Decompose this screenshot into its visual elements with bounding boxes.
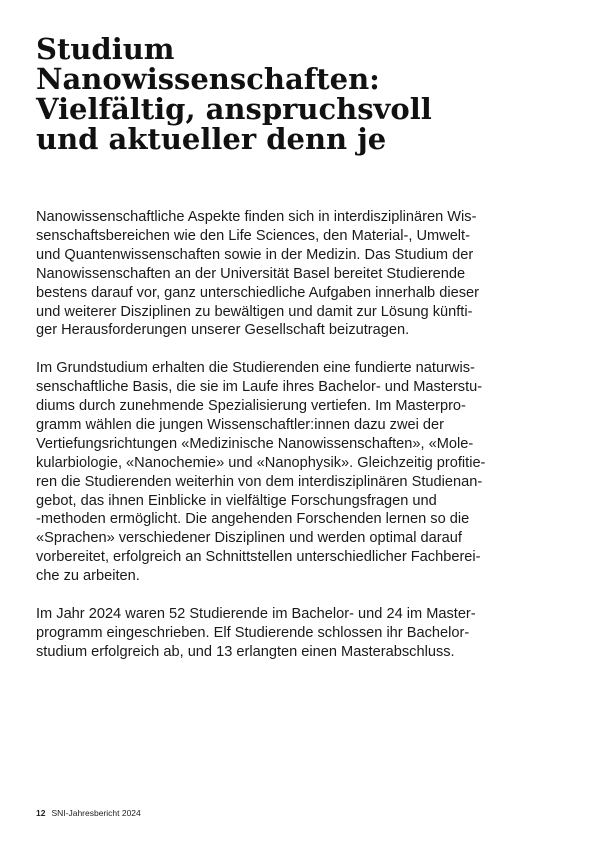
page-number: 12: [36, 808, 46, 818]
text-line: diums durch zunehmende Spezialisierung vertiefen. Im Masterpro-: [36, 398, 466, 415]
text-line: ren die Studierenden weiterhin von dem interdisziplinären Studienan-: [36, 473, 483, 490]
text-line: programm eingeschrieben. Elf Studierende schlossen ihr Bachelor-: [36, 624, 470, 641]
paragraph-statistics: [36, 605, 476, 662]
title-line: Vielfältig, anspruchsvoll: [36, 92, 432, 126]
text-line: Vertiefungsrichtungen «Medizinische Nanowissenschaften», «Mole-: [36, 435, 474, 452]
text-line: studium erfolgreich ab, und 13 erlangten einen Masterabschluss.: [36, 643, 455, 660]
text-line: senschaftsbereichen wie den Life Sciences, den Material-, Umwelt-: [36, 227, 470, 244]
title-line: Nanowissenschaften:: [36, 62, 380, 96]
publication-name: SNI-Jahresbericht 2024: [51, 808, 141, 818]
text-line: Nanowissenschaftliche Aspekte finden sich in interdisziplinären Wis-: [36, 209, 477, 225]
page-title: [36, 34, 576, 154]
text-line: bestens darauf vor, ganz unterschiedliche Aufgaben innerhalb dieser: [36, 284, 479, 301]
page-footer: [36, 808, 141, 818]
text-line: Im Grundstudium erhalten die Studierenden eine fundierte naturwis-: [36, 360, 475, 377]
text-line: -methoden ermöglicht. Die angehenden Forschenden lernen so die: [36, 511, 470, 528]
title-line: Studium: [36, 32, 175, 66]
text-line: vorbereitet, erfolgreich an Schnittstellen unterschiedlicher Fachberei-: [36, 549, 481, 566]
text-line: und weiterer Disziplinen zu bewältigen und damit zur Lösung künfti-: [36, 303, 473, 320]
text-line: und Quantenwissenschaften sowie in der Medizin. Das Studium der: [36, 246, 474, 263]
text-line: Nanowissenschaften an der Universität Basel bereitet Studierende: [36, 265, 466, 282]
text-line: «Sprachen» verschiedener Disziplinen und werden optimal darauf: [36, 530, 462, 547]
body-text: [36, 208, 486, 681]
text-line: kularbiologie, «Nanochemie» und «Nanophysik». Gleichzeitig profitie-: [36, 454, 486, 471]
text-line: gramm wählen die jungen Wissenschaftler:innen dazu zwei der: [36, 416, 445, 433]
text-line: ger Herausforderungen unserer Gesellschaft beizutragen.: [36, 322, 410, 339]
text-line: gebot, das ihnen Einblicke in vielfältige Forschungsfragen und: [36, 492, 437, 509]
text-line: che zu arbeiten.: [36, 568, 140, 585]
text-line: Im Jahr 2024 waren 52 Studierende im Bachelor- und 24 im Master-: [36, 606, 476, 622]
text-line: senschaftliche Basis, die sie im Laufe ihres Bachelor- und Masterstu-: [36, 379, 483, 396]
title-line: und aktueller denn je: [36, 122, 387, 156]
paragraph-intro: [36, 208, 479, 340]
paragraph-curriculum: [36, 359, 486, 586]
